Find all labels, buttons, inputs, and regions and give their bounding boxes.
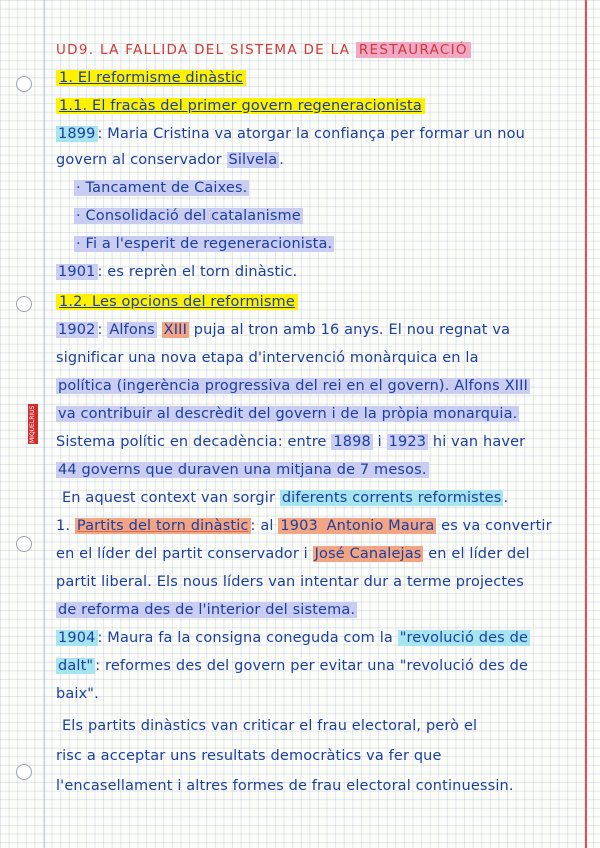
text-line: dalt" : reformes des del govern per evitar una "revolució des de <box>58 658 529 674</box>
date-highlight: 1899 <box>58 126 96 142</box>
text-line: va contribuir al descrèdit del govern i de la pròpia monarquia. <box>58 406 518 422</box>
text-line: 1899 : Maria Cristina va atorgar la confiança per formar un nou <box>58 126 525 142</box>
binder-hole <box>16 764 32 780</box>
bullet-item: · Tancament de Caixes. <box>76 180 248 196</box>
text-line: 1904 : Maura fa la consigna coneguda com la "revolució des de <box>58 630 529 646</box>
text-line: 1901 : es reprèn el torn dinàstic. <box>58 264 298 280</box>
text-line: baix". <box>56 686 99 702</box>
bullet-item: · Consolidació del catalanisme <box>76 208 301 224</box>
text-line: Els partits dinàstics van criticar el frau electoral, però el <box>62 718 478 734</box>
name-highlight: Alfons <box>109 322 155 338</box>
topic-highlight: diferents corrents reformistes <box>281 490 502 506</box>
binder-hole <box>16 536 32 552</box>
section-heading: 1.2. Les opcions del reformisme <box>56 292 298 312</box>
date-highlight: 1902 <box>58 322 96 338</box>
left-margin-line <box>44 0 45 848</box>
date-highlight: 1904 <box>58 630 96 646</box>
text-line: l'encasellament i altres formes de frau electoral continuessin. <box>56 778 514 794</box>
binder-hole <box>16 296 32 312</box>
text-line: 44 governs que duraven una mitjana de 7 mesos. <box>58 462 427 478</box>
brand-logo: MIQUELRIUS <box>29 405 36 443</box>
binder-hole <box>16 76 32 92</box>
page-title: UD9. LA FALLIDA DEL SISTEMA DE LA RESTAURACIÓ <box>56 40 471 60</box>
numeral-highlight: XIII <box>163 322 188 338</box>
text-line: en el líder del partit conservador i José Canalejas en el líder del <box>56 546 530 562</box>
text-line: 1902 : Alfons XIII puja al tron amb 16 anys. El nou regnat va <box>58 322 511 338</box>
text-line: risc a acceptar uns resultats democràtics va fer que <box>56 748 442 764</box>
text-line: govern al conservador Silvela . <box>56 152 284 168</box>
right-margin-line <box>585 0 587 848</box>
subtopic-highlight: Partits del torn dinàstic <box>76 518 249 534</box>
text-line: partit liberal. Els nous líders van intentar dur a terme projectes <box>56 574 524 590</box>
text-line: de reforma des de l'interior del sistema. <box>58 602 356 618</box>
date-highlight: 1901 <box>58 264 96 280</box>
text-line: política (ingerència progressiva del rei en el govern). Alfons XIII <box>58 378 528 394</box>
text-line: En aquest context van sorgir diferents corrents reformistes . <box>62 490 509 506</box>
title-highlight: RESTAURACIÓ <box>356 42 471 58</box>
text-line: 1. Partits del torn dinàstic : al 1903 Antonio Maura es va convertir <box>56 518 552 534</box>
name-highlight: Silvela <box>228 152 278 168</box>
bullet-item: · Fi a l'esperit de regeneracionista. <box>76 236 333 252</box>
section-heading: 1.1. El fracàs del primer govern regeneracionista <box>56 96 425 116</box>
text-line: significar una nova etapa d'intervenció monàrquica en la <box>56 350 479 366</box>
section-heading: 1. El reformisme dinàstic <box>56 68 246 88</box>
text-line: Sistema polític en decadència: entre 1898 i 1923 hi van haver <box>56 434 526 450</box>
name-highlight: José Canalejas <box>314 546 422 562</box>
